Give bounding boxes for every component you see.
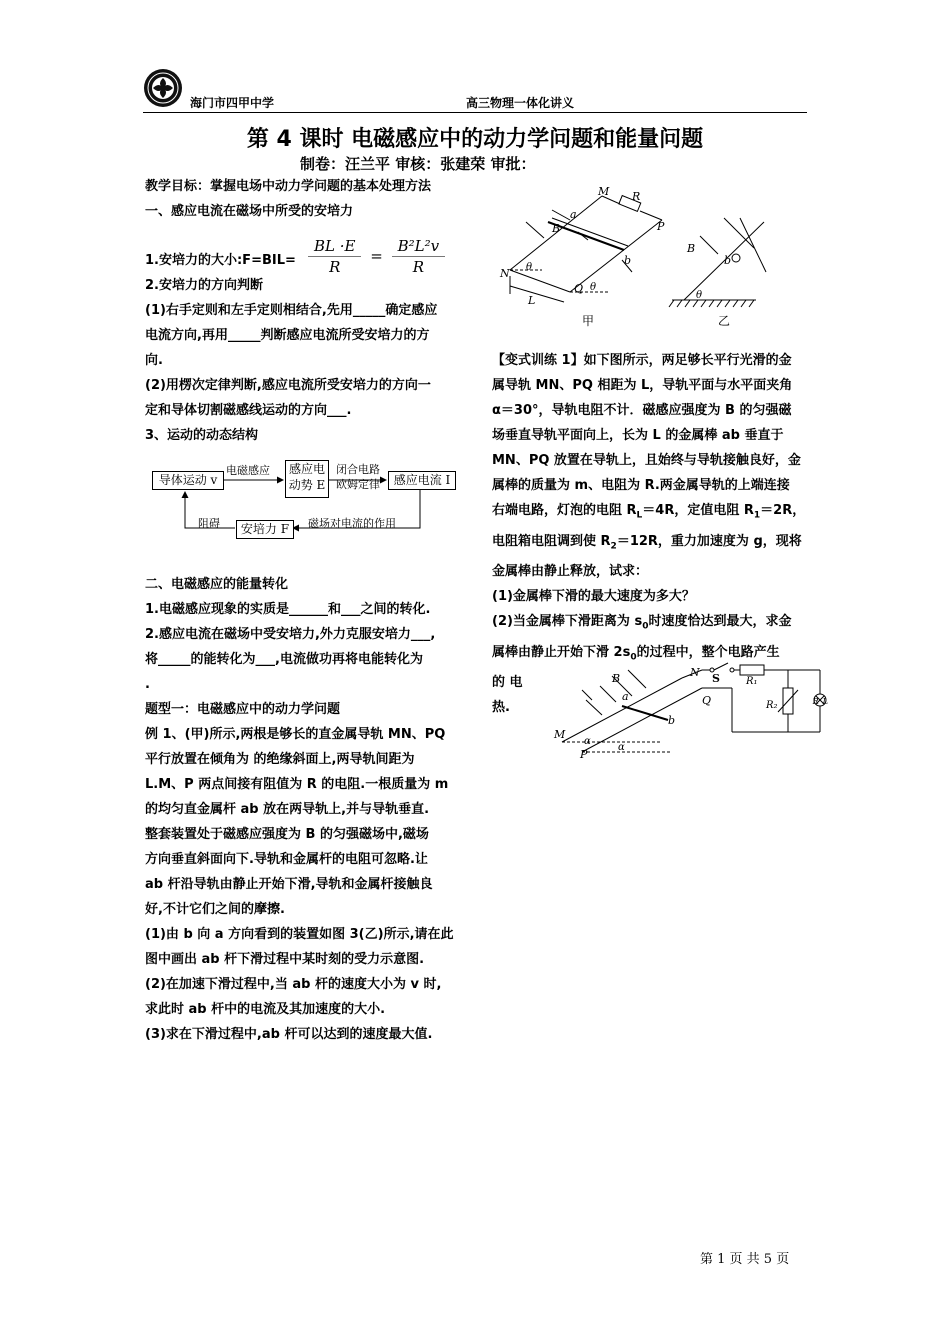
variant-training-6: 属棒的质量为 m、电阻为 R.两金属导轨的上端连接 [492, 478, 790, 493]
section-heading-1: 一、感应电流在磁场中所受的安培力 [145, 204, 354, 219]
r8-text-a: 电阻箱电阻调到使 R [492, 533, 611, 549]
authors-line: 制卷：汪兰平 审核：张建荣 审批： [300, 155, 536, 173]
flow-label-ohm-line1: 闭合电路 [336, 463, 380, 476]
page-title: 第 4 课时 电磁感应中的动力学问题和能量问题 [246, 127, 704, 152]
energy-text-2: 2.感应电流在磁场中受安培力,外力克服安培力___, [145, 627, 436, 642]
direction-text-1: (1)右手定则和左手定则相结合,先用_____确定感应 [145, 303, 438, 318]
fig1-caption-yi: 乙 [718, 314, 731, 328]
formula-frac1-num: BL ·E [308, 236, 361, 257]
flow-box-conductor-motion: 导体运动 v [152, 471, 224, 490]
figure-circuit [552, 660, 832, 760]
fig1-yi-label-theta: θ [696, 290, 703, 301]
fig2-label-S: S [712, 672, 720, 685]
variant-training-8 [492, 529, 810, 560]
formula-frac2-num: B²L²v [392, 236, 445, 257]
energy-text-4: . [145, 677, 150, 692]
fig2-label-RL: R_L [812, 697, 828, 706]
fig2-label-b: b [668, 714, 676, 727]
teaching-goal: 教学目标：掌握电场中动力学问题的基本处理方法 [145, 179, 432, 194]
flow-box-emf-line2: 动势 E [288, 478, 326, 492]
section-heading-2: 二、电磁感应的能量转化 [145, 577, 289, 592]
variant-question-2a [492, 609, 810, 640]
fig1-caption-jia: 甲 [582, 314, 595, 328]
r11-text-b: 时速度恰达到最大，求金 [648, 614, 792, 630]
r12-sub-0: 0 [630, 652, 637, 663]
left-column-top [145, 174, 463, 224]
fig1-label-b: b [624, 254, 632, 267]
course-name: 高三物理一体化讲义 [466, 96, 575, 110]
problem-type-heading: 题型一：电磁感应中的动力学问题 [145, 702, 341, 717]
variant-training-3: α＝30°，导轨电阻不计．磁感应强度为 B 的匀强磁 [492, 403, 792, 418]
r8-text-b: ＝12R，重力加速度为 g，现将 [616, 533, 802, 549]
flow-label-ohm-line2: 欧姆定律 [336, 478, 380, 491]
fig1-label-R: R [632, 190, 641, 203]
school-name: 海门市四甲中学 [190, 96, 275, 110]
example-text-3: L.M、P 两点间接有阻值为 R 的电阻.一根质量为 m [145, 777, 449, 792]
flow-label-em-induction: 电磁感应 [226, 464, 270, 477]
direction-heading: 2.安培力的方向判断 [145, 278, 263, 293]
fig1-label-P: P [657, 220, 665, 233]
variant-training-2: 属导轨 MN、PQ 相距为 L，导轨平面与水平面夹角 [492, 378, 793, 393]
dynamic-structure-diagram [150, 458, 460, 542]
fig2-label-R1: R₁ [746, 676, 758, 687]
fig2-label-alpha-1: α [584, 736, 591, 747]
r12-text-a: 属棒由静止开始下滑 2s [492, 644, 631, 660]
example-question-3: (3)求在下滑过程中,ab 杆可以达到的速度最大值. [145, 1027, 433, 1042]
fig1-label-L: L [528, 294, 536, 307]
r11-text-a: (2)当金属棒下滑距离为 s [492, 614, 643, 630]
header-rule [143, 112, 807, 113]
page-footer: 第 1 页 共 5 页 [700, 1252, 790, 1267]
ampere-force-label: 1.安培力的大小:F=BIL= [145, 253, 296, 268]
direction-text-5: 定和导体切割磁感线运动的方向___. [145, 403, 352, 418]
ampere-formula [308, 236, 445, 277]
variant-question-2c: 的 电 [492, 675, 523, 691]
r7-sub-1: 1 [753, 510, 761, 521]
fig1-label-a: a [570, 208, 577, 221]
flow-box-induced-emf [285, 460, 329, 498]
fig1-label-Q: Q [574, 282, 584, 295]
energy-text-1: 1.电磁感应现象的实质是______和___之间的转化. [145, 602, 431, 617]
r7-sub-L: L [636, 510, 643, 521]
figure-yi [669, 218, 766, 307]
flow-box-ampere-force: 安培力 F [236, 520, 294, 539]
variant-training-1: 【变式训练 1】如下图所示，两足够长平行光滑的金 [492, 353, 792, 368]
direction-text-2: 电流方向,再用_____判断感应电流所受安培力的方 [145, 328, 430, 343]
fig2-label-a: a [622, 690, 629, 703]
variant-question-1: (1)金属棒下滑的最大速度为多大？ [492, 589, 695, 605]
flow-label-ohm [336, 462, 380, 492]
figure-jia-yi [492, 182, 810, 332]
variant-question-2d: 热. [492, 700, 510, 716]
example-question-1b: 图中画出 ab 杆下滑过程中某时刻的受力示意图. [145, 952, 425, 967]
flow-box-induced-current: 感应电流 I [388, 471, 456, 490]
fig2-label-Q: Q [702, 694, 712, 707]
figure-jia [510, 196, 662, 302]
fig1-label-theta-1: θ [526, 262, 533, 273]
r7-text-a: 右端电路，灯泡的电阻 R [492, 503, 637, 518]
example-text-8: 好,不计它们之间的摩擦. [145, 902, 285, 917]
fig2-label-R2: R₂ [766, 700, 778, 711]
fig2-label-N: N [690, 666, 700, 679]
fig2-label-alpha-2: α [618, 742, 625, 753]
r8-sub-2: 2 [610, 541, 617, 552]
formula-equals: = [370, 246, 383, 265]
flow-box-emf-line1: 感应电 [288, 462, 325, 476]
variant-training-4: 场垂直导轨平面向上，长为 L 的金属棒 ab 垂直于 [492, 428, 784, 443]
r11-sub-0: 0 [642, 621, 649, 632]
left-column-bottom [145, 572, 463, 1047]
fig1-label-theta-2: θ [590, 282, 597, 293]
example-text-4: 的均匀直金属杆 ab 放在两导轨上,并与导轨垂直. [145, 802, 430, 817]
r7-text-b: ＝4R，定值电阻 R [642, 503, 754, 518]
variant-training-9: 金属棒由静止释放，试求： [492, 564, 649, 580]
flow-label-hinder: 阻碍 [198, 517, 220, 530]
formula-frac2-den: R [412, 258, 425, 276]
flow-label-magnetic-action: 磁场对电流的作用 [308, 517, 396, 530]
formula-frac1-den: R [329, 258, 341, 276]
example-text-5: 整套装置处于磁感应强度为 B 的匀强磁场中,磁场 [145, 827, 429, 842]
fig1-label-N: N [500, 267, 510, 280]
r7-text-c: ＝2R， [760, 503, 806, 518]
energy-text-3: 将_____的能转化为___,电流做功再将电能转化为 [145, 652, 423, 667]
motion-structure-heading: 3、运动的动态结构 [145, 428, 259, 443]
example-text-6: 方向垂直斜面向下.导轨和金属杆的电阻可忽略.让 [145, 852, 428, 867]
fig1-label-B: B [552, 222, 561, 235]
r12-text-b: 的过程中，整个电路产生 [636, 644, 780, 660]
fig1-yi-label-b: b [724, 254, 732, 267]
example-text-1: 例 1、(甲)所示,两根是够长的直金属导轨 MN、PQ [145, 727, 446, 742]
fig2-label-M: M [554, 728, 566, 741]
school-logo [143, 68, 183, 108]
variant-training-5: MN、PQ 放置在导轨上，且始终与导轨接触良好，金 [492, 453, 801, 468]
example-question-2a: (2)在加速下滑过程中,当 ab 杆的速度大小为 v 时, [145, 977, 442, 992]
direction-text-3: 向. [145, 353, 163, 368]
fig1-label-M: M [598, 185, 610, 198]
fig2-label-B: B [612, 672, 621, 685]
example-question-1a: (1)由 b 向 a 方向看到的装置如图 3(乙)所示,请在此 [145, 927, 454, 942]
example-text-7: ab 杆沿导轨由静止开始下滑,导轨和金属杆接触良 [145, 877, 433, 892]
fig2-label-P: P [580, 748, 588, 760]
fig1-yi-label-B: B [687, 242, 696, 255]
direction-text-4: (2)用楞次定律判断,感应电流所受安培力的方向一 [145, 378, 431, 393]
left-column-direction [145, 273, 463, 448]
example-question-2b: 求此时 ab 杆中的电流及其加速度的大小. [145, 1002, 386, 1017]
example-text-2: 平行放置在倾角为 的绝缘斜面上,两导轨间距为 [145, 752, 415, 767]
variant-training-7 [492, 498, 810, 529]
